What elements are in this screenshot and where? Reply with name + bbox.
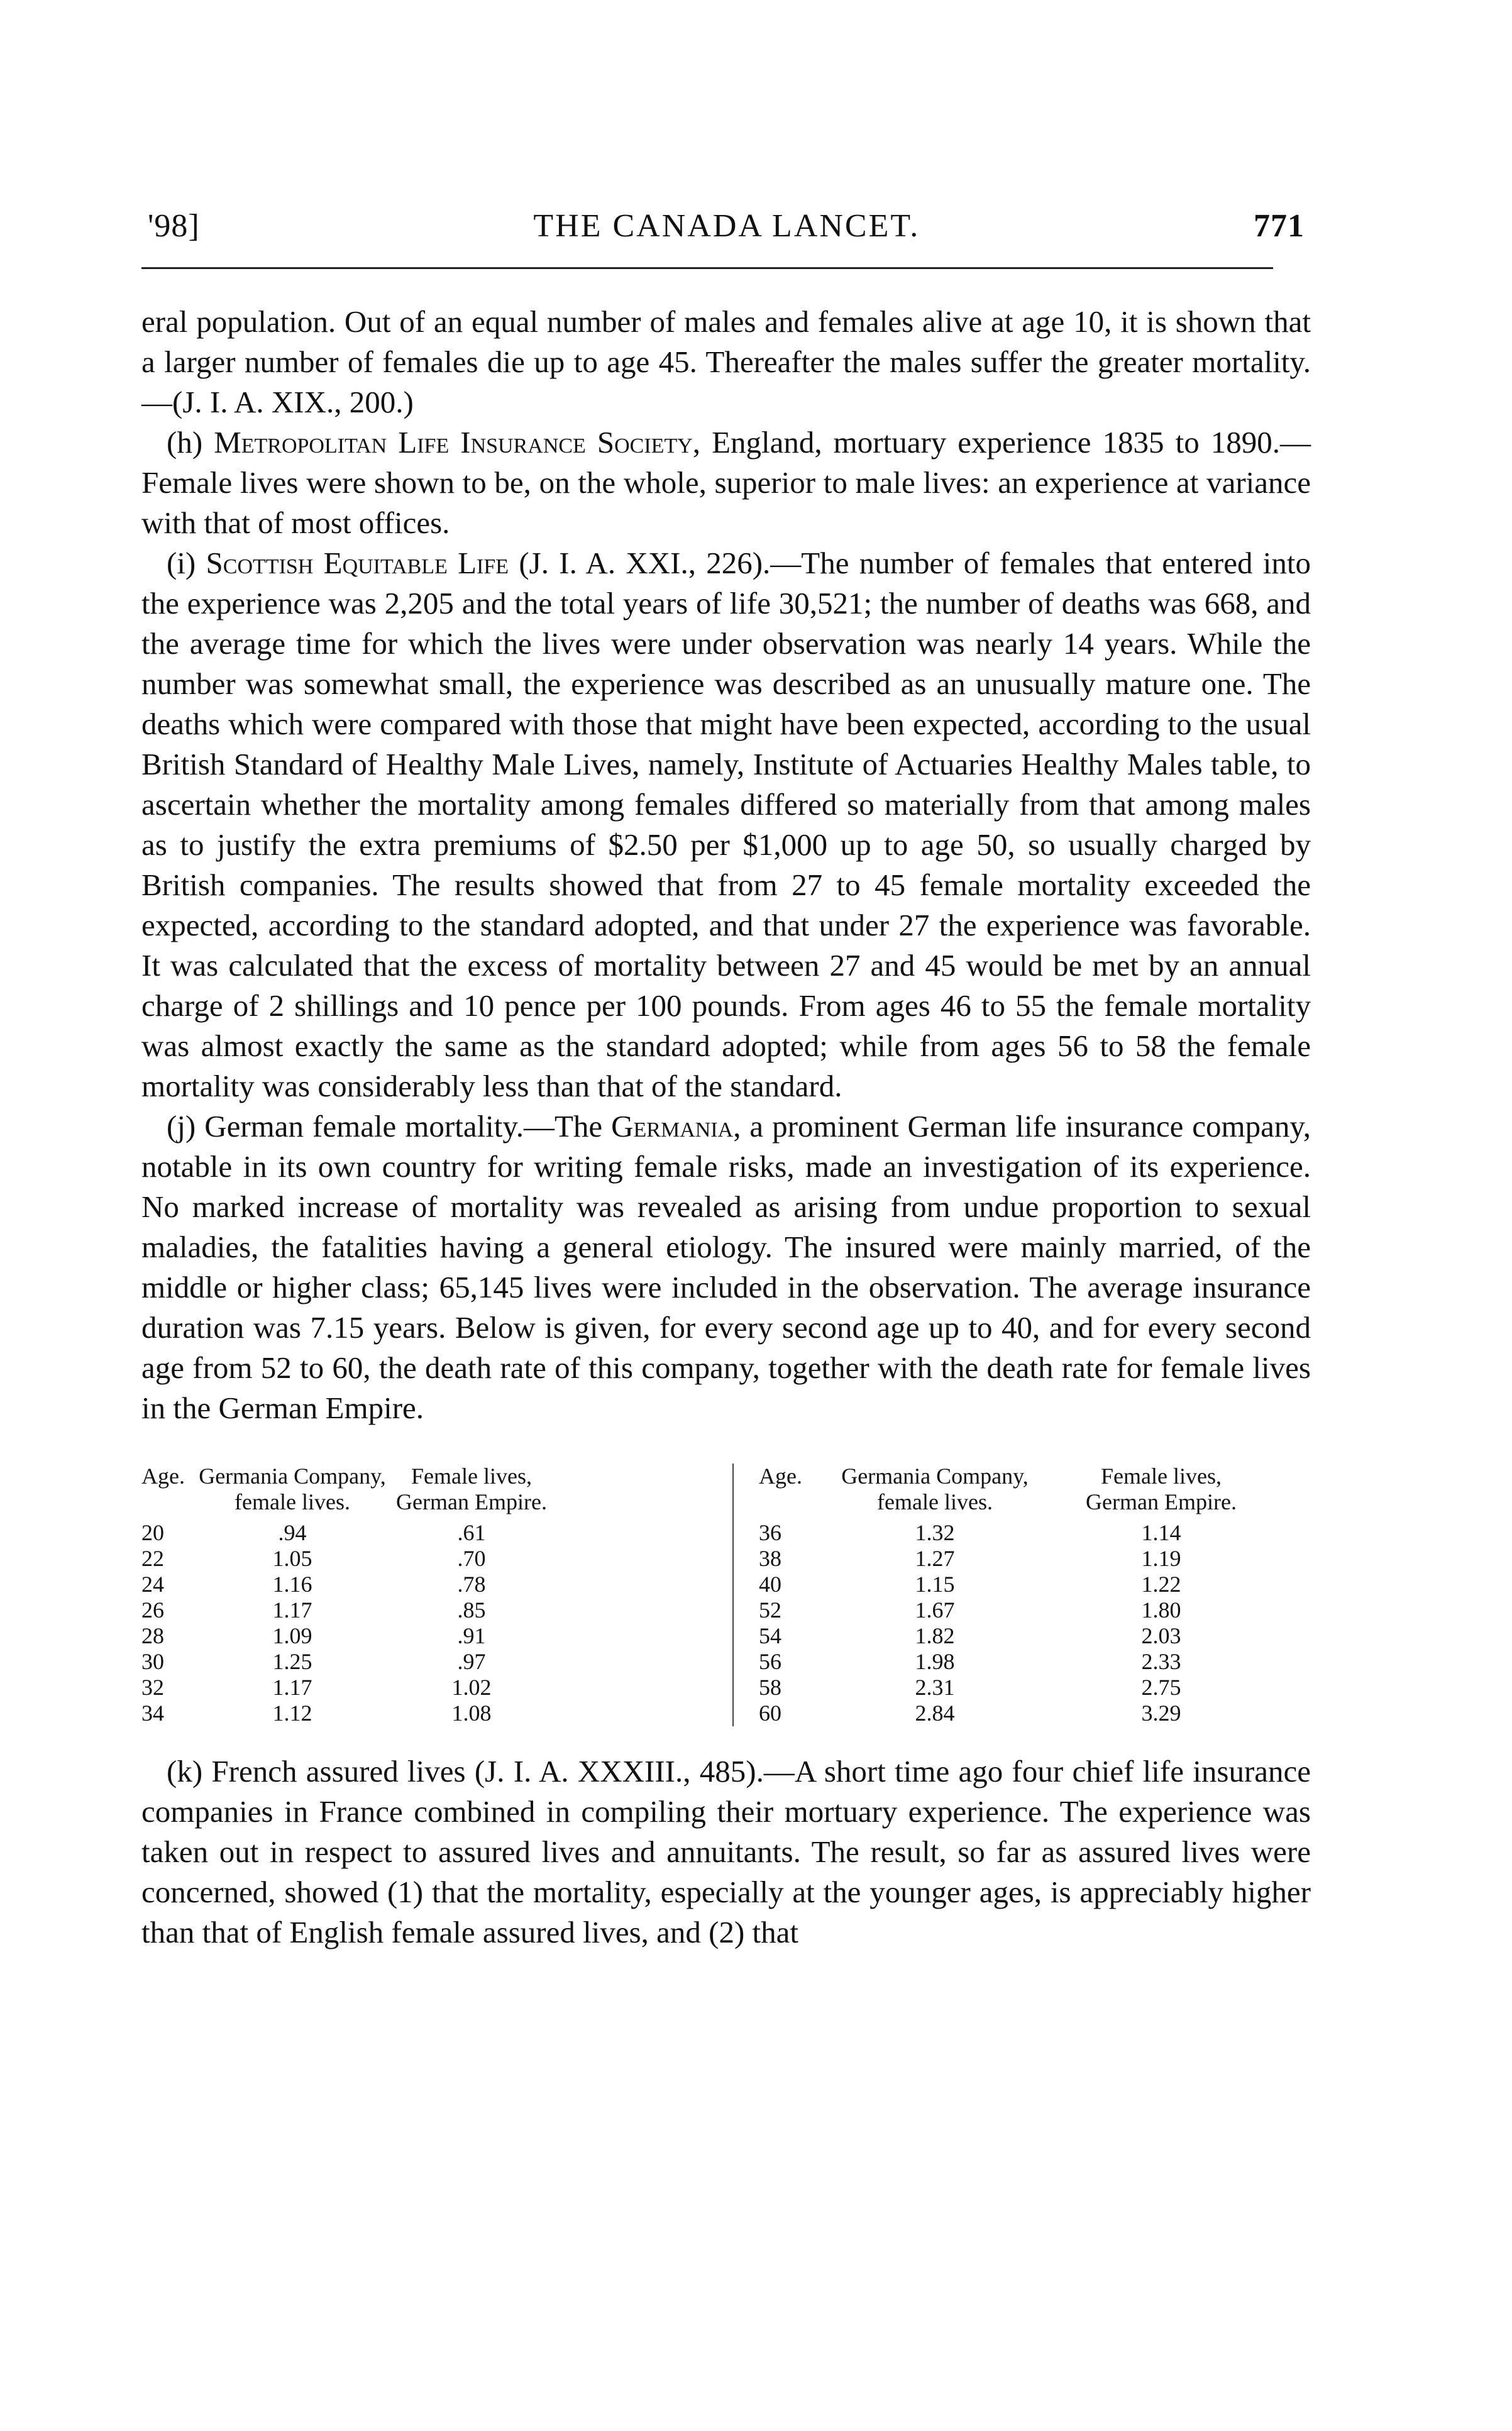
table-cell-empire: .78 bbox=[457, 1572, 486, 1597]
col-header-company: Germania Company, female lives. bbox=[841, 1464, 1029, 1514]
table-cell-age: 22 bbox=[141, 1546, 164, 1571]
col-header-empire: Female lives, German Empire. bbox=[396, 1464, 547, 1514]
table-cell-company: .94 bbox=[278, 1520, 307, 1545]
table-cell-company: 2.84 bbox=[915, 1701, 955, 1726]
table-cell-company: 1.17 bbox=[272, 1675, 312, 1700]
table-cell-empire: 2.03 bbox=[1141, 1623, 1181, 1648]
table-cell-age: 40 bbox=[759, 1572, 781, 1597]
table-cell-company: 1.09 bbox=[272, 1623, 312, 1648]
table-cell-company: 1.67 bbox=[915, 1597, 955, 1623]
table-cell-empire: 1.22 bbox=[1141, 1572, 1181, 1597]
col-header-age: Age. bbox=[141, 1464, 185, 1489]
table-cell-empire: 2.33 bbox=[1141, 1649, 1181, 1674]
table-cell-empire: 1.08 bbox=[451, 1701, 492, 1726]
table-cell-company: 1.12 bbox=[272, 1701, 312, 1726]
table-cell-empire: .85 bbox=[457, 1597, 486, 1623]
table-cell-empire: 3.29 bbox=[1141, 1701, 1181, 1726]
paragraph-continuation: eral population. Out of an equal number of males and females alive at age 10, it is shown that a larger number of females die up to age 45. Thereafter the males suffer the greater mortality.—(J. I. A. XIX., 200.) bbox=[141, 304, 1311, 419]
page-number: 771 bbox=[1253, 208, 1305, 244]
table-cell-company: 1.32 bbox=[915, 1520, 955, 1545]
company-name: Germania bbox=[611, 1109, 734, 1144]
table-cell-age: 58 bbox=[759, 1675, 781, 1700]
table-cell-empire: 1.14 bbox=[1141, 1520, 1181, 1545]
closing-text bbox=[141, 1751, 1311, 1953]
table-cell-age: 24 bbox=[141, 1572, 164, 1597]
table-cell-company: 1.05 bbox=[272, 1546, 312, 1571]
table-right bbox=[759, 1464, 1268, 1726]
table-cell-empire: .97 bbox=[457, 1649, 486, 1674]
page bbox=[141, 207, 1311, 1953]
table-cell-age: 56 bbox=[759, 1649, 781, 1674]
table-cell-company: 1.16 bbox=[272, 1572, 312, 1597]
table-cell-company: 1.25 bbox=[272, 1649, 312, 1674]
company-name: Scottish Equitable Life bbox=[206, 546, 509, 580]
table-cell-age: 32 bbox=[141, 1675, 164, 1700]
table-cell-empire: .91 bbox=[457, 1623, 486, 1648]
table-cell-company: 1.98 bbox=[915, 1649, 955, 1674]
table-cell-age: 54 bbox=[759, 1623, 781, 1648]
table-cell-empire: 1.19 bbox=[1141, 1546, 1181, 1571]
running-header bbox=[141, 207, 1311, 245]
paragraph-j: (j) German female mortality.—The Germania, a prominent German life insurance company, notable in its own country for writing female risks, made an investigation of its experience. No marked increase of mortality was revealed as arising from undue proportion to sexual maladies, the fatalities having a general etiology. The insured were mainly married, of the middle or higher class; 65,145 lives were included in the observation. The average insurance duration was 7.15 years. Below is given, for every second age up to 40, and for every second age from 52 to 60, the death rate of this company, together with the death rate for female lives in the German Empire. bbox=[141, 1109, 1311, 1425]
mortality-table bbox=[141, 1464, 1311, 1726]
table-cell-empire: 1.02 bbox=[451, 1675, 492, 1700]
table-cell-company: 1.27 bbox=[915, 1546, 955, 1571]
table-cell-empire: 1.80 bbox=[1141, 1597, 1181, 1623]
company-name: Metropolitan Life Insurance Society bbox=[214, 425, 693, 460]
table-cell-company: 2.31 bbox=[915, 1675, 955, 1700]
table-cell-age: 26 bbox=[141, 1597, 164, 1623]
table-cell-age: 36 bbox=[759, 1520, 781, 1545]
table-cell-age: 20 bbox=[141, 1520, 164, 1545]
header-rule bbox=[141, 267, 1273, 269]
table-left bbox=[141, 1464, 734, 1726]
paragraph-h: (h) Metropolitan Life Insurance Society, England, mortuary experience 1835 to 1890.—Female lives were shown to be, on the whole, superior to male lives: an experience at variance with that of most offices. bbox=[141, 425, 1311, 540]
col-header-empire: Female lives, German Empire. bbox=[1086, 1464, 1237, 1514]
body-text bbox=[141, 302, 1311, 1428]
table-cell-age: 52 bbox=[759, 1597, 781, 1623]
col-header-company: Germania Company, female lives. bbox=[199, 1464, 386, 1514]
table-cell-age: 60 bbox=[759, 1701, 781, 1726]
table-cell-age: 28 bbox=[141, 1623, 164, 1648]
table-cell-age: 34 bbox=[141, 1701, 164, 1726]
table-cell-company: 1.17 bbox=[272, 1597, 312, 1623]
table-cell-company: 1.82 bbox=[915, 1623, 955, 1648]
col-header-age: Age. bbox=[759, 1464, 802, 1489]
table-cell-empire: 2.75 bbox=[1141, 1675, 1181, 1700]
table-cell-empire: .61 bbox=[457, 1520, 486, 1545]
header-volume: '98] bbox=[148, 208, 200, 244]
journal-title: THE CANADA LANCET. bbox=[533, 208, 920, 244]
table-cell-company: 1.15 bbox=[915, 1572, 955, 1597]
table-cell-age: 30 bbox=[141, 1649, 164, 1674]
table-cell-empire: .70 bbox=[457, 1546, 486, 1571]
paragraph-k: (k) French assured lives (J. I. A. XXXIII., 485).—A short time ago four chief life insurance companies in France combined in compiling their mortuary experience. The experience was taken out in respect to assured lives and annuitants. The result, so far as assured lives were concerned, showed (1) that the mortality, especially at the younger ages, is appreciably higher than that of English female assured lives, and (2) that bbox=[141, 1754, 1311, 1949]
table-cell-age: 38 bbox=[759, 1546, 781, 1571]
paragraph-i: (i) Scottish Equitable Life (J. I. A. XXI., 226).—The number of females that entered into the experience was 2,205 and the total years of life 30,521; the number of deaths was 668, and the average time for which the lives were under observation was nearly 14 years. While the number was somewhat small, the experience was described as an unusually mature one. The deaths which were compared with those that might have been expected, according to the usual British Standard of Healthy Male Lives, namely, Institute of Actuaries Healthy Males table, to ascertain whether the mortality among females differed so materially from that among males as to justify the extra premiums of $2.50 per $1,000 up to age 50, so usually charged by British companies. The results showed that from 27 to 45 female mortality exceeded the expected, according to the standard adopted, and that under 27 the experience was favorable. It was calculated that the excess of mortality between 27 and 45 would be met by an annual charge of 2 shillings and 10 pence per 100 pounds. From ages 46 to 55 the female mortality was almost exactly the same as the standard adopted; while from ages 56 to 58 the female mortality was considerably less than that of the standard. bbox=[141, 546, 1311, 1103]
